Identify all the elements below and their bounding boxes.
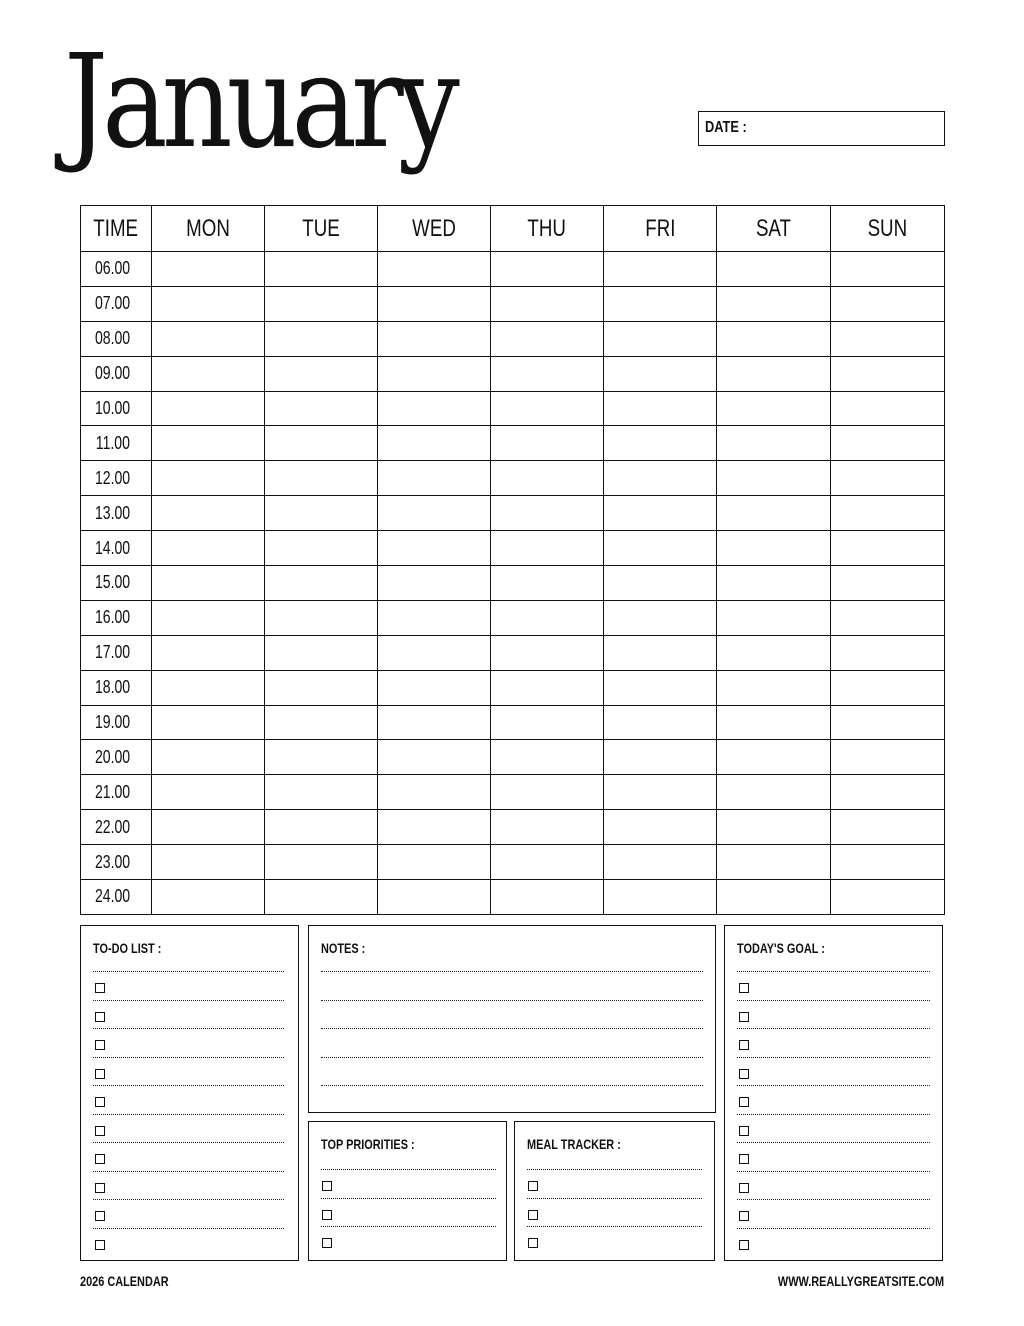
schedule-cell-thu[interactable] — [491, 356, 604, 391]
checkbox[interactable] — [95, 1240, 105, 1250]
dotted-writing-line[interactable] — [321, 971, 703, 972]
time-slot-label — [81, 321, 152, 356]
time-slot-label — [81, 286, 152, 321]
footer-left: 2026 CALENDAR — [80, 1273, 169, 1289]
dotted-writing-line[interactable] — [321, 1169, 496, 1170]
schedule-cell-sun[interactable] — [831, 635, 945, 670]
schedule-row — [81, 426, 945, 461]
time-text: 13.00 — [95, 502, 131, 523]
schedule-cell-wed[interactable] — [378, 775, 491, 810]
schedule-cell-sat[interactable] — [717, 321, 831, 356]
dotted-writing-line[interactable] — [93, 971, 284, 972]
schedule-cell-tue[interactable] — [265, 286, 378, 321]
schedule-cell-sun[interactable] — [831, 426, 945, 461]
schedule-cell-mon[interactable] — [152, 356, 265, 391]
todays-goal-panel — [724, 925, 943, 1261]
time-text: 16.00 — [95, 607, 131, 628]
schedule-row — [81, 461, 945, 496]
dotted-writing-line[interactable] — [737, 1114, 930, 1115]
schedule-cell-tue[interactable] — [265, 810, 378, 845]
notes-title: NOTES : — [321, 940, 366, 956]
dotted-writing-line[interactable] — [737, 1000, 930, 1001]
schedule-cell-sun[interactable] — [831, 600, 945, 635]
time-slot-label — [81, 531, 152, 566]
dotted-writing-line[interactable] — [321, 1226, 496, 1227]
schedule-cell-sun[interactable] — [831, 321, 945, 356]
time-slot-label — [81, 252, 152, 287]
time-slot-label — [81, 600, 152, 635]
day-header-sat-label: SAT — [755, 214, 792, 242]
schedule-cell-wed[interactable] — [378, 461, 491, 496]
top-priorities-title: TOP PRIORITIES : — [321, 1136, 415, 1152]
day-header-sun — [831, 206, 945, 252]
time-slot-label — [81, 670, 152, 705]
schedule-cell-tue[interactable] — [265, 461, 378, 496]
schedule-cell-fri[interactable] — [604, 670, 717, 705]
schedule-cell-wed[interactable] — [378, 531, 491, 566]
schedule-row — [81, 566, 945, 601]
time-text: 19.00 — [95, 712, 131, 733]
time-text: 18.00 — [95, 677, 131, 698]
footer-right: WWW.REALLYGREATSITE.COM — [777, 1273, 944, 1289]
schedule-cell-thu[interactable] — [491, 670, 604, 705]
dotted-writing-line[interactable] — [93, 1171, 284, 1172]
schedule-cell-thu[interactable] — [491, 461, 604, 496]
schedule-cell-wed[interactable] — [378, 252, 491, 287]
schedule-row — [81, 321, 945, 356]
dotted-writing-line[interactable] — [93, 1114, 284, 1115]
schedule-cell-mon[interactable] — [152, 880, 265, 915]
checkbox[interactable] — [528, 1238, 538, 1248]
schedule-row — [81, 880, 945, 915]
day-header-tue-label: TUE — [302, 214, 340, 242]
schedule-cell-fri[interactable] — [604, 775, 717, 810]
schedule-cell-sun[interactable] — [831, 740, 945, 775]
dotted-writing-line[interactable] — [93, 1000, 284, 1001]
checkbox[interactable] — [95, 1040, 105, 1050]
schedule-row — [81, 496, 945, 531]
schedule-cell-sat[interactable] — [717, 740, 831, 775]
schedule-cell-fri[interactable] — [604, 496, 717, 531]
schedule-row — [81, 705, 945, 740]
dotted-writing-line[interactable] — [527, 1226, 702, 1227]
schedule-cell-sun[interactable] — [831, 845, 945, 880]
schedule-cell-tue[interactable] — [265, 252, 378, 287]
time-text: 15.00 — [95, 572, 131, 593]
todays-goal-title: TODAY'S GOAL : — [737, 940, 825, 956]
checkbox[interactable] — [95, 1154, 105, 1164]
time-text: 24.00 — [95, 886, 131, 907]
schedule-cell-thu[interactable] — [491, 252, 604, 287]
schedule-cell-tue[interactable] — [265, 391, 378, 426]
schedule-cell-fri[interactable] — [604, 321, 717, 356]
dotted-writing-line[interactable] — [737, 1142, 930, 1143]
schedule-cell-sat[interactable] — [717, 705, 831, 740]
schedule-cell-mon[interactable] — [152, 740, 265, 775]
schedule-cell-sun[interactable] — [831, 496, 945, 531]
dotted-writing-line[interactable] — [93, 1057, 284, 1058]
dotted-writing-line[interactable] — [93, 1085, 284, 1086]
schedule-cell-tue[interactable] — [265, 670, 378, 705]
schedule-cell-wed[interactable] — [378, 705, 491, 740]
day-header-tue — [265, 206, 378, 252]
schedule-cell-sat[interactable] — [717, 252, 831, 287]
time-text: 10.00 — [95, 398, 131, 418]
checkbox[interactable] — [739, 1069, 749, 1079]
checkbox[interactable] — [739, 1240, 749, 1250]
dotted-writing-line[interactable] — [93, 1199, 284, 1200]
dotted-writing-line[interactable] — [321, 1198, 496, 1199]
checkbox[interactable] — [95, 1211, 105, 1221]
schedule-cell-thu[interactable] — [491, 705, 604, 740]
schedule-cell-fri[interactable] — [604, 286, 717, 321]
checkbox[interactable] — [528, 1181, 538, 1191]
day-header-mon-label: MON — [186, 214, 230, 242]
checkbox[interactable] — [739, 1183, 749, 1193]
schedule-cell-sat[interactable] — [717, 635, 831, 670]
schedule-cell-fri[interactable] — [604, 566, 717, 601]
time-text: 06.00 — [95, 258, 131, 279]
time-slot-label — [81, 391, 152, 426]
time-text: 22.00 — [95, 816, 131, 837]
time-text: 14.00 — [95, 537, 131, 558]
schedule-row — [81, 845, 945, 880]
schedule-cell-wed[interactable] — [378, 600, 491, 635]
checkbox[interactable] — [739, 1126, 749, 1136]
dotted-writing-line[interactable] — [737, 1028, 930, 1029]
dotted-writing-line[interactable] — [527, 1198, 702, 1199]
schedule-cell-mon[interactable] — [152, 635, 265, 670]
schedule-cell-sun[interactable] — [831, 252, 945, 287]
schedule-cell-sun[interactable] — [831, 531, 945, 566]
day-header-wed — [378, 206, 491, 252]
dotted-writing-line[interactable] — [321, 1000, 703, 1001]
schedule-cell-wed[interactable] — [378, 321, 491, 356]
checkbox[interactable] — [95, 1012, 105, 1022]
schedule-cell-wed[interactable] — [378, 426, 491, 461]
checkbox[interactable] — [739, 1211, 749, 1221]
time-slot-label — [81, 635, 152, 670]
schedule-body — [81, 252, 945, 915]
schedule-cell-tue[interactable] — [265, 705, 378, 740]
schedule-cell-mon[interactable] — [152, 600, 265, 635]
schedule-cell-tue[interactable] — [265, 845, 378, 880]
schedule-cell-sat[interactable] — [717, 391, 831, 426]
schedule-cell-sat[interactable] — [717, 810, 831, 845]
time-slot-label — [81, 740, 152, 775]
schedule-cell-sun[interactable] — [831, 810, 945, 845]
todo-list-title: TO-DO LIST : — [93, 940, 162, 956]
schedule-cell-tue[interactable] — [265, 531, 378, 566]
time-slot-label — [81, 461, 152, 496]
schedule-cell-fri[interactable] — [604, 880, 717, 915]
dotted-writing-line[interactable] — [737, 1171, 930, 1172]
dotted-writing-line[interactable] — [737, 1057, 930, 1058]
schedule-cell-tue[interactable] — [265, 740, 378, 775]
schedule-cell-fri[interactable] — [604, 810, 717, 845]
schedule-cell-tue[interactable] — [265, 600, 378, 635]
schedule-row — [81, 810, 945, 845]
day-header-sun-label: SUN — [867, 214, 908, 242]
schedule-cell-mon[interactable] — [152, 496, 265, 531]
schedule-header — [81, 206, 945, 252]
time-text: 20.00 — [95, 746, 131, 767]
notes-panel — [308, 925, 716, 1113]
schedule-cell-thu[interactable] — [491, 391, 604, 426]
time-slot-label — [81, 775, 152, 810]
schedule-cell-fri[interactable] — [604, 635, 717, 670]
schedule-cell-wed[interactable] — [378, 496, 491, 531]
time-text: 11.00 — [95, 432, 131, 453]
day-header-sat — [717, 206, 831, 252]
todo-list-panel — [80, 925, 299, 1261]
schedule-cell-tue[interactable] — [265, 635, 378, 670]
time-column-header-label: TIME — [93, 214, 139, 242]
time-text: 07.00 — [95, 293, 131, 314]
schedule-cell-mon[interactable] — [152, 705, 265, 740]
dotted-writing-line[interactable] — [321, 1085, 703, 1086]
time-slot-label — [81, 496, 152, 531]
schedule-row — [81, 531, 945, 566]
schedule-row — [81, 635, 945, 670]
schedule-cell-fri[interactable] — [604, 740, 717, 775]
dotted-writing-line[interactable] — [527, 1169, 702, 1170]
schedule-cell-wed[interactable] — [378, 356, 491, 391]
schedule-cell-fri[interactable] — [604, 356, 717, 391]
time-text: 12.00 — [95, 467, 131, 488]
schedule-cell-thu[interactable] — [491, 635, 604, 670]
dotted-writing-line[interactable] — [93, 1142, 284, 1143]
checkbox[interactable] — [322, 1238, 332, 1248]
time-text: 21.00 — [95, 781, 131, 802]
time-slot-label — [81, 426, 152, 461]
schedule-row — [81, 286, 945, 321]
schedule-cell-thu[interactable] — [491, 496, 604, 531]
checkbox[interactable] — [95, 983, 105, 993]
schedule-cell-sat[interactable] — [717, 461, 831, 496]
time-slot-label — [81, 705, 152, 740]
weekly-schedule-table — [80, 205, 945, 915]
schedule-cell-sun[interactable] — [831, 775, 945, 810]
schedule-cell-wed[interactable] — [378, 635, 491, 670]
schedule-cell-thu[interactable] — [491, 321, 604, 356]
checkbox[interactable] — [322, 1181, 332, 1191]
day-header-fri-label: FRI — [644, 214, 676, 242]
schedule-cell-wed[interactable] — [378, 286, 491, 321]
schedule-cell-sat[interactable] — [717, 566, 831, 601]
schedule-cell-tue[interactable] — [265, 496, 378, 531]
schedule-cell-sat[interactable] — [717, 496, 831, 531]
dotted-writing-line[interactable] — [321, 1057, 703, 1058]
time-slot-label — [81, 356, 152, 391]
schedule-cell-sat[interactable] — [717, 426, 831, 461]
schedule-cell-fri[interactable] — [604, 845, 717, 880]
schedule-cell-thu[interactable] — [491, 286, 604, 321]
schedule-cell-fri[interactable] — [604, 461, 717, 496]
schedule-cell-sat[interactable] — [717, 845, 831, 880]
dotted-writing-line[interactable] — [93, 1228, 284, 1229]
schedule-cell-sun[interactable] — [831, 566, 945, 601]
checkbox[interactable] — [739, 1012, 749, 1022]
day-header-thu — [491, 206, 604, 252]
top-priorities-panel — [308, 1121, 507, 1261]
dotted-writing-line[interactable] — [737, 1085, 930, 1086]
schedule-cell-thu[interactable] — [491, 531, 604, 566]
schedule-cell-wed[interactable] — [378, 670, 491, 705]
schedule-cell-fri[interactable] — [604, 531, 717, 566]
checkbox[interactable] — [95, 1126, 105, 1136]
schedule-cell-wed[interactable] — [378, 740, 491, 775]
time-text: 23.00 — [95, 851, 131, 872]
day-header-thu-label: THU — [527, 214, 567, 242]
schedule-cell-mon[interactable] — [152, 252, 265, 287]
checkbox[interactable] — [739, 1154, 749, 1164]
time-text: 17.00 — [95, 642, 131, 663]
dotted-writing-line[interactable] — [321, 1028, 703, 1029]
schedule-cell-tue[interactable] — [265, 356, 378, 391]
schedule-cell-sun[interactable] — [831, 286, 945, 321]
dotted-writing-line[interactable] — [737, 971, 930, 972]
schedule-cell-sat[interactable] — [717, 775, 831, 810]
time-slot-label — [81, 566, 152, 601]
time-text: 08.00 — [95, 328, 131, 349]
time-column-header — [81, 206, 152, 252]
schedule-cell-sat[interactable] — [717, 286, 831, 321]
schedule-cell-sun[interactable] — [831, 356, 945, 391]
schedule-cell-sat[interactable] — [717, 670, 831, 705]
schedule-cell-mon[interactable] — [152, 461, 265, 496]
schedule-cell-tue[interactable] — [265, 880, 378, 915]
checkbox[interactable] — [739, 1097, 749, 1107]
meal-tracker-panel — [514, 1121, 715, 1261]
schedule-cell-sat[interactable] — [717, 880, 831, 915]
schedule-cell-mon[interactable] — [152, 566, 265, 601]
date-field[interactable] — [698, 111, 945, 146]
time-slot-label — [81, 880, 152, 915]
day-header-mon — [152, 206, 265, 252]
schedule-row — [81, 391, 945, 426]
schedule-cell-sun[interactable] — [831, 461, 945, 496]
schedule-cell-tue[interactable] — [265, 321, 378, 356]
dotted-writing-line[interactable] — [737, 1199, 930, 1200]
schedule-cell-thu[interactable] — [491, 566, 604, 601]
meal-tracker-title: MEAL TRACKER : — [527, 1136, 621, 1152]
schedule-cell-fri[interactable] — [604, 600, 717, 635]
schedule-cell-mon[interactable] — [152, 531, 265, 566]
schedule-cell-mon[interactable] — [152, 426, 265, 461]
schedule-cell-thu[interactable] — [491, 600, 604, 635]
schedule-cell-wed[interactable] — [378, 880, 491, 915]
schedule-row — [81, 775, 945, 810]
schedule-cell-sun[interactable] — [831, 880, 945, 915]
date-label: DATE : — [705, 119, 747, 136]
schedule-cell-tue[interactable] — [265, 426, 378, 461]
time-text: 09.00 — [95, 363, 131, 384]
time-slot-label — [81, 845, 152, 880]
schedule-row — [81, 252, 945, 287]
schedule-row — [81, 740, 945, 775]
schedule-cell-tue[interactable] — [265, 566, 378, 601]
schedule-cell-fri[interactable] — [604, 252, 717, 287]
schedule-cell-fri[interactable] — [604, 391, 717, 426]
schedule-cell-fri[interactable] — [604, 426, 717, 461]
day-header-fri — [604, 206, 717, 252]
schedule-cell-thu[interactable] — [491, 740, 604, 775]
schedule-cell-mon[interactable] — [152, 391, 265, 426]
dotted-writing-line[interactable] — [93, 1028, 284, 1029]
schedule-cell-sun[interactable] — [831, 670, 945, 705]
checkbox[interactable] — [739, 1040, 749, 1050]
schedule-cell-thu[interactable] — [491, 810, 604, 845]
schedule-cell-mon[interactable] — [152, 845, 265, 880]
schedule-cell-mon[interactable] — [152, 775, 265, 810]
schedule-cell-wed[interactable] — [378, 391, 491, 426]
schedule-cell-sun[interactable] — [831, 391, 945, 426]
schedule-cell-wed[interactable] — [378, 566, 491, 601]
time-slot-label — [81, 810, 152, 845]
schedule-cell-fri[interactable] — [604, 705, 717, 740]
schedule-row — [81, 670, 945, 705]
schedule-cell-mon[interactable] — [152, 321, 265, 356]
schedule-cell-sat[interactable] — [717, 356, 831, 391]
dotted-writing-line[interactable] — [737, 1228, 930, 1229]
schedule-cell-thu[interactable] — [491, 845, 604, 880]
schedule-cell-mon[interactable] — [152, 670, 265, 705]
schedule-cell-thu[interactable] — [491, 775, 604, 810]
schedule-cell-sat[interactable] — [717, 600, 831, 635]
checkbox[interactable] — [739, 983, 749, 993]
schedule-cell-thu[interactable] — [491, 880, 604, 915]
schedule-cell-sun[interactable] — [831, 705, 945, 740]
checkbox[interactable] — [528, 1210, 538, 1220]
month-title: January — [64, 28, 454, 177]
schedule-cell-wed[interactable] — [378, 845, 491, 880]
checkbox[interactable] — [95, 1069, 105, 1079]
schedule-cell-mon[interactable] — [152, 286, 265, 321]
schedule-row — [81, 600, 945, 635]
checkbox[interactable] — [95, 1097, 105, 1107]
schedule-row — [81, 356, 945, 391]
checkbox[interactable] — [95, 1183, 105, 1193]
schedule-cell-mon[interactable] — [152, 810, 265, 845]
schedule-cell-wed[interactable] — [378, 810, 491, 845]
schedule-cell-tue[interactable] — [265, 775, 378, 810]
schedule-cell-sat[interactable] — [717, 531, 831, 566]
day-header-wed-label: WED — [412, 214, 456, 242]
checkbox[interactable] — [322, 1210, 332, 1220]
schedule-cell-thu[interactable] — [491, 426, 604, 461]
